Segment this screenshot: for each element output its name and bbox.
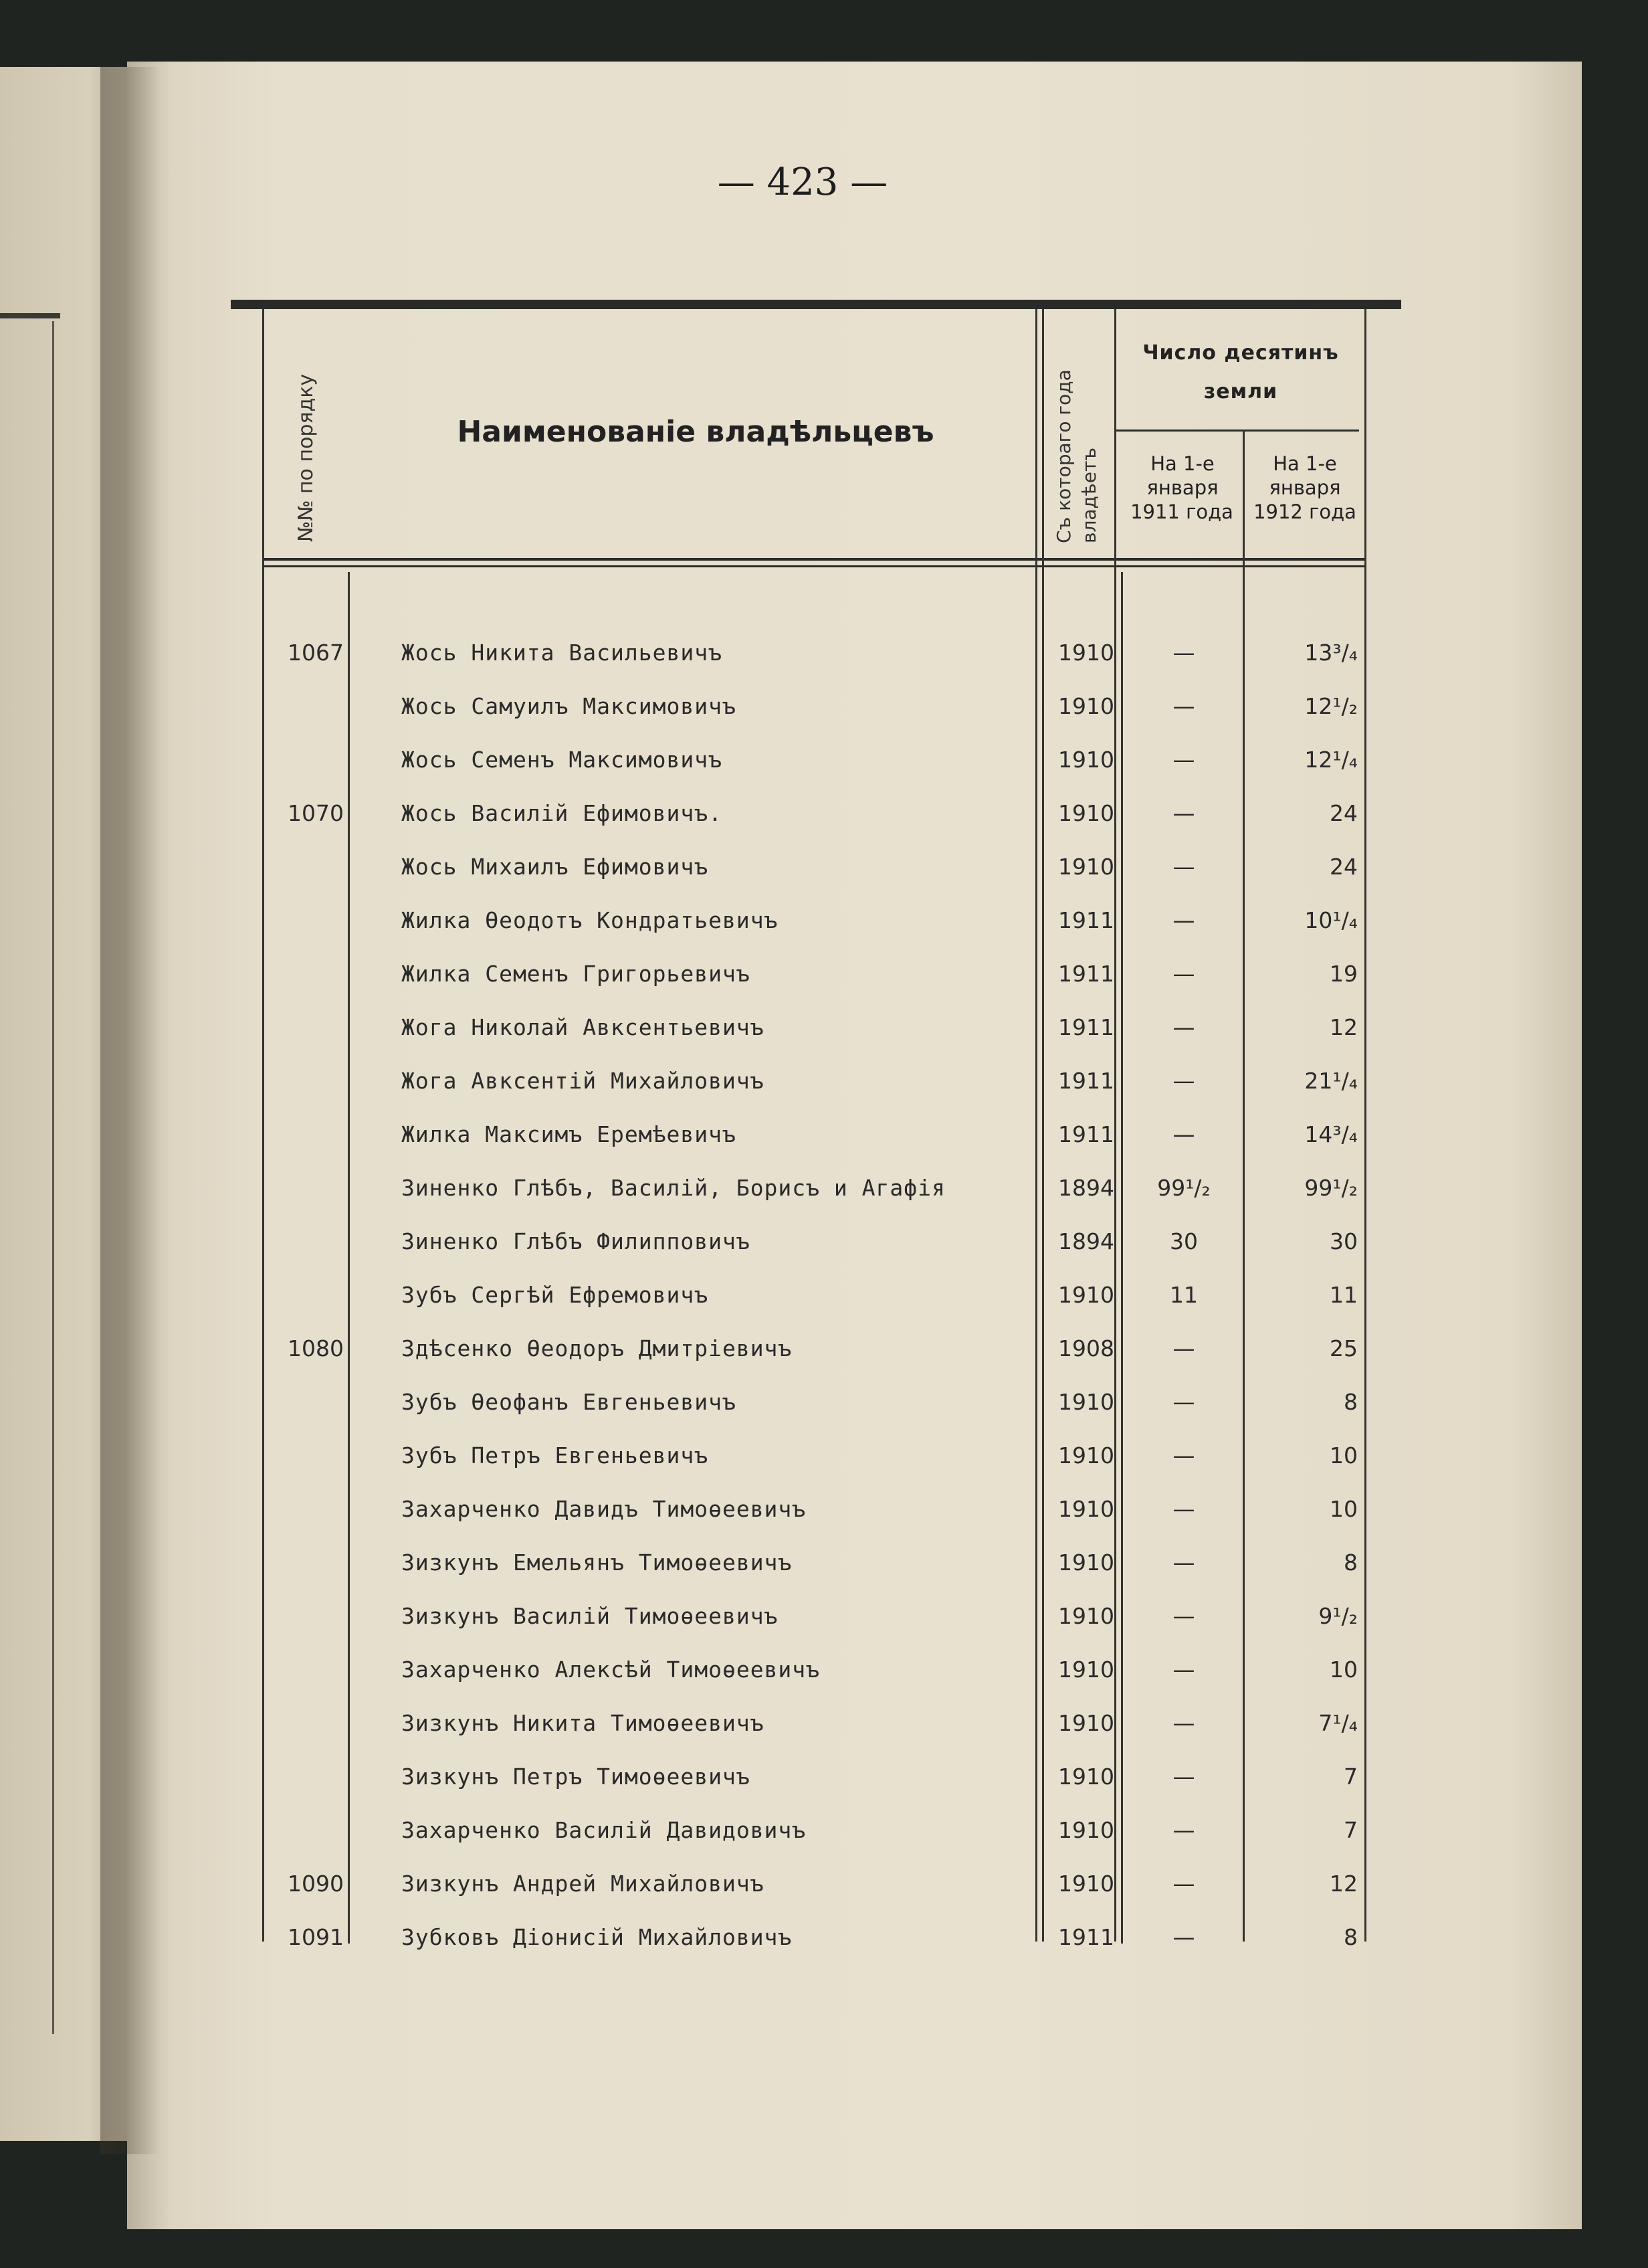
owner-name: Жось Василій Ефимовичъ. [401, 800, 722, 826]
land-1911: — [1172, 747, 1195, 773]
since-year: 1910 [1058, 1549, 1114, 1576]
owner-name: Захарченко Василій Давидовичъ [401, 1817, 807, 1843]
owner-name: Жилка Ѳеодотъ Кондратьевичъ [401, 907, 779, 933]
land-1911: — [1172, 1335, 1195, 1361]
land-1911: — [1172, 907, 1195, 933]
header-col-num: №№ по порядку [294, 373, 318, 542]
owner-name: Зубъ Сергѣй Ефремовичъ [401, 1282, 709, 1308]
row-number: 1070 [288, 800, 344, 826]
since-year: 1910 [1058, 1817, 1114, 1843]
table-row [0, 1703, 1648, 1743]
table-row [0, 1061, 1648, 1101]
land-1912: 10 [1330, 1496, 1358, 1522]
land-1911: — [1172, 1817, 1195, 1843]
header-bottom-rule [262, 558, 1366, 561]
since-year: 1910 [1058, 1496, 1114, 1522]
owner-name: Жилка Семенъ Григорьевичъ [401, 961, 750, 987]
since-year: 1910 [1058, 1710, 1114, 1736]
land-header-rule [1116, 430, 1359, 432]
table-row [0, 1650, 1648, 1690]
land-1911: — [1172, 1389, 1195, 1415]
land-1911: — [1172, 1442, 1195, 1469]
land-1912: 7¹/₄ [1318, 1710, 1358, 1736]
land-1912: 12 [1330, 1871, 1358, 1897]
table-row [0, 1329, 1648, 1369]
owner-name: Здѣсенко Ѳеодоръ Дмитріевичъ [401, 1335, 793, 1361]
land-1912: 14³/₄ [1304, 1121, 1358, 1147]
land-1911: 99¹/₂ [1157, 1175, 1211, 1201]
row-number: 1067 [288, 640, 344, 666]
since-year: 1911 [1058, 907, 1114, 933]
land-1911: 30 [1170, 1228, 1198, 1254]
land-1912: 30 [1330, 1228, 1358, 1254]
since-year: 1911 [1058, 1924, 1114, 1950]
since-year: 1894 [1058, 1228, 1114, 1254]
since-year: 1910 [1058, 693, 1114, 719]
land-1911: — [1172, 1657, 1195, 1683]
land-1912: 12 [1330, 1014, 1358, 1040]
owner-name: Зубъ Ѳеофанъ Евгеньевичъ [401, 1389, 736, 1415]
header-col-name: Наименованіе владѣльцевъ [457, 415, 934, 449]
land-1912: 24 [1330, 800, 1358, 826]
row-number: 1090 [288, 1871, 344, 1897]
since-year: 1910 [1058, 800, 1114, 826]
land-1912: 12¹/₂ [1304, 693, 1358, 719]
table-row [0, 1168, 1648, 1208]
land-1912: 10 [1330, 1442, 1358, 1469]
owner-name: Зубъ Петръ Евгеньевичъ [401, 1442, 709, 1469]
owner-name: Зиненко Глѣбъ Филипповичъ [401, 1228, 750, 1254]
header-col-year: Съ котораго года владѣетъ [1053, 369, 1100, 543]
since-year: 1910 [1058, 640, 1114, 666]
owner-name: Зизкунъ Никита Тимоѳеевичъ [401, 1710, 764, 1736]
owner-name: Зизкунъ Андрей Михайловичъ [401, 1871, 764, 1897]
land-1911: — [1172, 1014, 1195, 1040]
land-1912: 10¹/₄ [1304, 907, 1358, 933]
land-1912: 99¹/₂ [1304, 1175, 1358, 1201]
land-1912: 12¹/₄ [1304, 747, 1358, 773]
land-1911: — [1172, 854, 1195, 880]
owner-name: Жога Николай Авксентьевичъ [401, 1014, 764, 1040]
table-row [0, 1489, 1648, 1529]
header-1912-line2: января [1269, 476, 1341, 499]
table-row [0, 954, 1648, 994]
since-year: 1910 [1058, 854, 1114, 880]
owner-name: Жилка Максимъ Еремѣевичъ [401, 1121, 736, 1147]
land-1912: 9¹/₂ [1318, 1603, 1358, 1629]
owner-name: Захарченко Алексѣй Тимоѳеевичъ [401, 1657, 821, 1683]
owner-name: Зиненко Глѣбъ, Василій, Борисъ и Агафія [401, 1175, 946, 1201]
header-1911-line1: На 1-е [1150, 452, 1215, 475]
owner-name: Захарченко Давидъ Тимоѳеевичъ [401, 1496, 807, 1522]
land-1911: — [1172, 1924, 1195, 1950]
table-row [0, 1864, 1648, 1904]
header-1911-line3: 1911 года [1130, 500, 1233, 523]
since-year: 1910 [1058, 1442, 1114, 1469]
header-bottom-rule-2 [262, 565, 1366, 567]
since-year: 1910 [1058, 747, 1114, 773]
owner-name: Жось Никита Васильевичъ [401, 640, 722, 666]
table-row [0, 1757, 1648, 1797]
table-row [0, 1596, 1648, 1636]
header-land-title-2: земли [1203, 380, 1278, 403]
land-1911: — [1172, 1496, 1195, 1522]
owner-name: Жось Семенъ Максимовичъ [401, 747, 722, 773]
owner-name: Зизкунъ Петръ Тимоѳеевичъ [401, 1764, 750, 1790]
since-year: 1911 [1058, 1068, 1114, 1094]
land-1912: 24 [1330, 854, 1358, 880]
table-row [0, 793, 1648, 834]
table-row [0, 686, 1648, 727]
land-1912: 19 [1330, 961, 1358, 987]
since-year: 1911 [1058, 1121, 1114, 1147]
table-top-rule [231, 300, 1401, 309]
land-1912: 7 [1344, 1764, 1358, 1790]
table-row [0, 1436, 1648, 1476]
land-1911: — [1172, 800, 1195, 826]
page-number: — 423 — [717, 161, 888, 204]
land-1911: — [1172, 1549, 1195, 1576]
owner-name: Зубковъ Діонисій Михайловичъ [401, 1924, 793, 1950]
land-1911: — [1172, 1871, 1195, 1897]
land-1911: — [1172, 640, 1195, 666]
land-1912: 25 [1330, 1335, 1358, 1361]
header-1912-line1: На 1-е [1273, 452, 1337, 475]
since-year: 1908 [1058, 1335, 1114, 1361]
owner-name: Зизкунъ Василій Тимоѳеевичъ [401, 1603, 779, 1629]
row-number: 1091 [288, 1924, 344, 1950]
table-row [0, 1275, 1648, 1315]
row-number: 1080 [288, 1335, 344, 1361]
since-year: 1910 [1058, 1764, 1114, 1790]
land-1911: — [1172, 1764, 1195, 1790]
since-year: 1894 [1058, 1175, 1114, 1201]
land-1912: 8 [1344, 1389, 1358, 1415]
land-1912: 11 [1330, 1282, 1358, 1308]
table-row [0, 1810, 1648, 1851]
header-1912-line3: 1912 года [1253, 500, 1356, 523]
land-1911: 11 [1170, 1282, 1198, 1308]
land-1912: 10 [1330, 1657, 1358, 1683]
since-year: 1910 [1058, 1282, 1114, 1308]
table-row [0, 1382, 1648, 1422]
table-row [0, 1917, 1648, 1958]
since-year: 1910 [1058, 1603, 1114, 1629]
land-1912: 21¹/₄ [1304, 1068, 1358, 1094]
owner-name: Жось Михаилъ Ефимовичъ [401, 854, 709, 880]
since-year: 1910 [1058, 1389, 1114, 1415]
land-1912: 8 [1344, 1924, 1358, 1950]
owner-name: Жось Самуилъ Максимовичъ [401, 693, 736, 719]
table-row [0, 847, 1648, 887]
owner-name: Зизкунъ Емельянъ Тимоѳеевичъ [401, 1549, 793, 1576]
table-row [0, 1115, 1648, 1155]
header-land-title-1: Число десятинъ [1142, 341, 1339, 365]
owner-name: Жога Авксентій Михайловичъ [401, 1068, 764, 1094]
header-1911-line2: января [1146, 476, 1219, 499]
table-row [0, 740, 1648, 780]
land-1911: — [1172, 1603, 1195, 1629]
table-row [0, 1008, 1648, 1048]
table-row [0, 1543, 1648, 1583]
since-year: 1910 [1058, 1871, 1114, 1897]
land-1912: 7 [1344, 1817, 1358, 1843]
land-1912: 13³/₄ [1304, 640, 1358, 666]
table-row [0, 633, 1648, 673]
table-row [0, 1222, 1648, 1262]
land-1911: — [1172, 1710, 1195, 1736]
land-1911: — [1172, 1068, 1195, 1094]
since-year: 1910 [1058, 1657, 1114, 1683]
since-year: 1911 [1058, 1014, 1114, 1040]
land-1911: — [1172, 1121, 1195, 1147]
table-row [0, 901, 1648, 941]
since-year: 1911 [1058, 961, 1114, 987]
land-1912: 8 [1344, 1549, 1358, 1576]
land-1911: — [1172, 693, 1195, 719]
land-1911: — [1172, 961, 1195, 987]
